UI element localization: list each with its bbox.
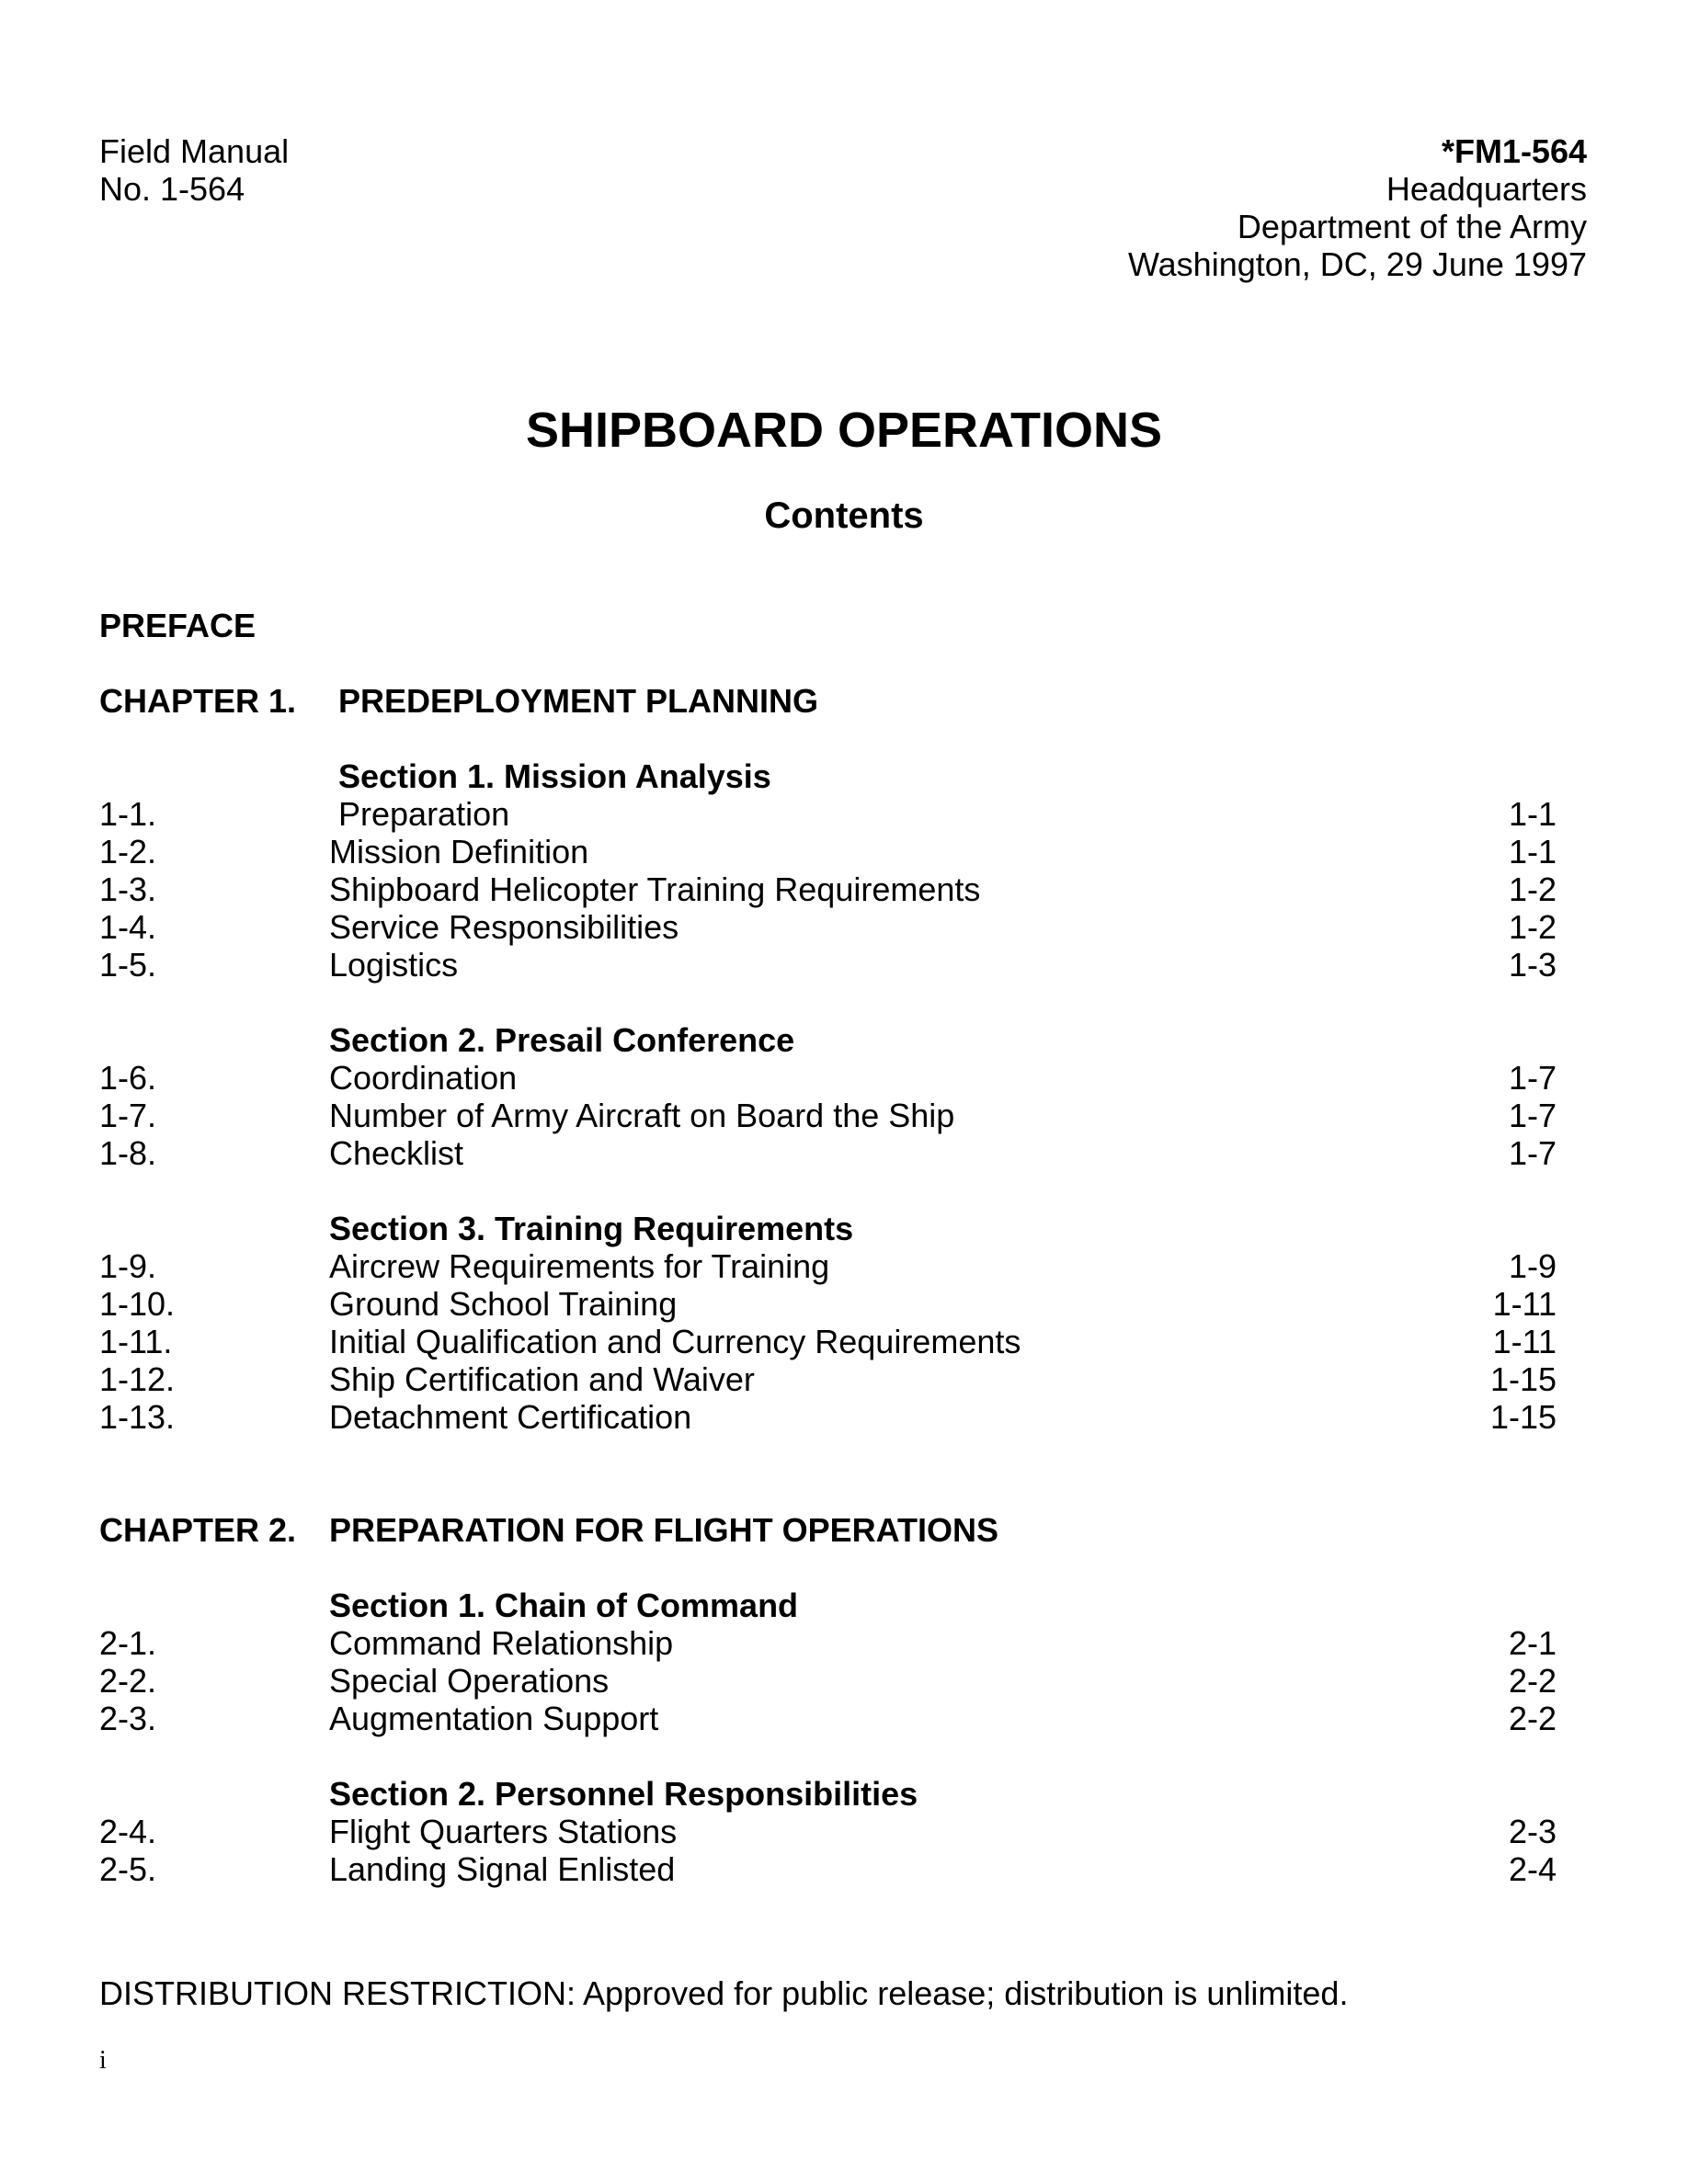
entry-number: 1-1. xyxy=(99,795,157,833)
manual-identifier xyxy=(99,132,289,208)
entry-page: 2-3 xyxy=(1508,1813,1557,1850)
entry-page: 1-7 xyxy=(1508,1097,1557,1134)
entry-page: 1-3 xyxy=(1508,946,1557,984)
entry-page: 2-1 xyxy=(1508,1624,1557,1662)
chapter-2-title[interactable]: PREPARATION FOR FLIGHT OPERATIONS xyxy=(329,1511,998,1549)
entry-number: 1-4. xyxy=(99,908,157,946)
toc-entry[interactable] xyxy=(0,1323,1688,1360)
field-manual-label: Field Manual xyxy=(99,132,290,170)
page-folio: i xyxy=(99,2046,107,2075)
entry-title: Detachment Certification xyxy=(329,1398,692,1436)
entry-number: 1-11. xyxy=(99,1323,173,1360)
entry-page: 1-2 xyxy=(1508,908,1557,946)
entry-number: 2-3. xyxy=(99,1700,157,1737)
entry-number: 2-1. xyxy=(99,1624,157,1662)
toc-entry[interactable] xyxy=(0,946,1688,984)
entry-number: 2-2. xyxy=(99,1662,157,1700)
headquarters-label: Headquarters xyxy=(1386,170,1587,208)
section-heading[interactable]: Section 3. Training Requirements xyxy=(329,1210,854,1247)
section-heading[interactable]: Section 2. Personnel Responsibilities xyxy=(329,1775,918,1813)
entry-number: 1-6. xyxy=(99,1059,157,1097)
entry-title: Service Responsibilities xyxy=(329,908,679,946)
entry-title: Flight Quarters Stations xyxy=(329,1813,678,1850)
entry-page: 2-2 xyxy=(1508,1662,1557,1700)
entry-page: 1-11 xyxy=(1492,1323,1557,1360)
entry-title: Command Relationship xyxy=(329,1624,674,1662)
entry-number: 1-3. xyxy=(99,870,157,908)
entry-number: 1-12. xyxy=(99,1360,176,1398)
distribution-restriction: DISTRIBUTION RESTRICTION: Approved for public release; distribution is unlimited. xyxy=(99,1974,1349,2012)
department-label: Department of the Army xyxy=(1237,208,1587,245)
preface-link[interactable]: PREFACE xyxy=(99,607,257,644)
chapter-2-label: CHAPTER 2. xyxy=(99,1511,297,1549)
toc-entry[interactable] xyxy=(0,1398,1688,1436)
entry-page: 1-15 xyxy=(1489,1398,1557,1436)
entry-title: Preparation xyxy=(338,795,510,833)
toc-entry[interactable] xyxy=(0,1662,1688,1700)
contents-heading: Contents xyxy=(764,495,924,536)
fm-designation: *FM1-564 xyxy=(1441,132,1587,170)
toc-entry[interactable] xyxy=(0,1850,1688,1888)
entry-page: 1-11 xyxy=(1492,1285,1557,1323)
section-heading[interactable]: Section 2. Presail Conference xyxy=(329,1021,795,1059)
entry-page: 2-4 xyxy=(1508,1850,1557,1888)
entry-number: 1-5. xyxy=(99,946,157,984)
document-title: SHIPBOARD OPERATIONS xyxy=(525,403,1163,458)
entry-number: 1-10. xyxy=(99,1285,176,1323)
chapter-1-label: CHAPTER 1. xyxy=(99,682,297,720)
issuing-authority xyxy=(1128,132,1587,283)
entry-number: 2-5. xyxy=(99,1850,157,1888)
toc-entry[interactable] xyxy=(0,1360,1688,1398)
entry-page: 1-9 xyxy=(1508,1247,1557,1285)
entry-page: 1-1 xyxy=(1508,833,1557,870)
entry-title: Coordination xyxy=(329,1059,518,1097)
entry-number: 2-4. xyxy=(99,1813,157,1850)
section-heading[interactable]: Section 1. Mission Analysis xyxy=(338,757,771,795)
section-heading[interactable]: Section 1. Chain of Command xyxy=(329,1587,799,1624)
entry-page: 1-7 xyxy=(1508,1059,1557,1097)
entry-title: Number of Army Aircraft on Board the Ship xyxy=(329,1097,955,1134)
manual-number: No. 1-564 xyxy=(99,170,245,208)
entry-page: 1-1 xyxy=(1508,795,1557,833)
toc-entry[interactable] xyxy=(0,833,1688,870)
entry-title: Logistics xyxy=(329,946,459,984)
toc-entry[interactable] xyxy=(0,870,1688,908)
toc-entry[interactable] xyxy=(0,1285,1688,1323)
toc-entry[interactable] xyxy=(0,795,1688,833)
entry-number: 1-13. xyxy=(99,1398,176,1436)
entry-number: 1-7. xyxy=(99,1097,157,1134)
entry-number: 1-2. xyxy=(99,833,157,870)
toc-entry[interactable] xyxy=(0,1247,1688,1285)
location-date: Washington, DC, 29 June 1997 xyxy=(1128,245,1587,283)
entry-title: Special Operations xyxy=(329,1662,610,1700)
entry-page: 1-7 xyxy=(1508,1134,1557,1172)
chapter-1-title[interactable]: PREDEPLOYMENT PLANNING xyxy=(338,682,819,720)
toc-entry[interactable] xyxy=(0,908,1688,946)
entry-title: Initial Qualification and Currency Requirements xyxy=(329,1323,1021,1360)
toc-entry[interactable] xyxy=(0,1059,1688,1097)
entry-page: 1-15 xyxy=(1489,1360,1557,1398)
entry-title: Augmentation Support xyxy=(329,1700,659,1737)
entry-title: Ship Certification and Waiver xyxy=(329,1360,755,1398)
entry-title: Mission Definition xyxy=(329,833,589,870)
toc-entry[interactable] xyxy=(0,1097,1688,1134)
entry-title: Aircrew Requirements for Training xyxy=(329,1247,830,1285)
toc-entry[interactable] xyxy=(0,1134,1688,1172)
entry-number: 1-9. xyxy=(99,1247,157,1285)
toc-entry[interactable] xyxy=(0,1700,1688,1737)
entry-title: Ground School Training xyxy=(329,1285,678,1323)
toc-entry[interactable] xyxy=(0,1813,1688,1850)
entry-title: Shipboard Helicopter Training Requirements xyxy=(329,870,981,908)
entry-number: 1-8. xyxy=(99,1134,157,1172)
toc-entry[interactable] xyxy=(0,1624,1688,1662)
entry-title: Landing Signal Enlisted xyxy=(329,1850,676,1888)
entry-page: 1-2 xyxy=(1508,870,1557,908)
entry-page: 2-2 xyxy=(1508,1700,1557,1737)
entry-title: Checklist xyxy=(329,1134,464,1172)
